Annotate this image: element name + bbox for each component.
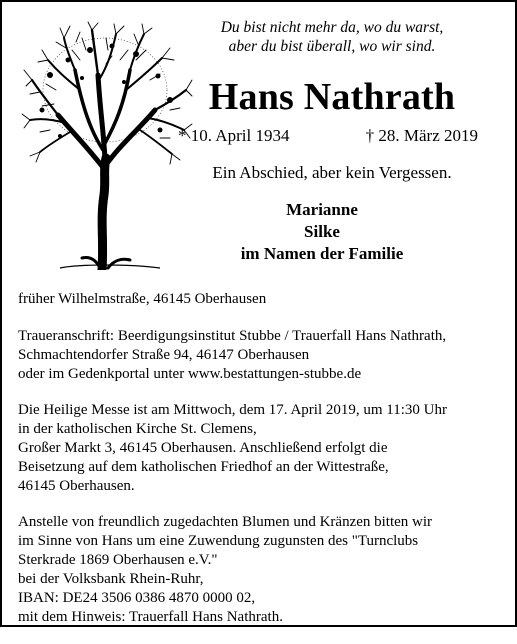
text-line: im Sinne von Hans um eine Zuwendung zugunsten des "Turnclubs [18,533,419,549]
text-line: Die Heilige Messe ist am Mittwoch, dem 17. April 2019, um 11:30 Uhr [18,402,447,418]
condolence-address [18,327,508,384]
deceased-name: Hans Nathrath [208,76,456,118]
motto-quote [192,18,472,56]
motto-line: Du bist nicht mehr da, wo du warst, [220,19,444,36]
life-dates [178,125,478,147]
text-line: oder im Gedenkportal unter www.bestattungen-stubbe.de [18,366,362,382]
text-line: früher Wilhelmstraße, 46145 Oberhausen [18,291,267,307]
text-line: Traueranschrift: Beerdigungsinstitut Stubbe / Trauerfall Hans Nathrath, [18,328,447,344]
donation-request [18,513,508,627]
tree-icon [20,20,195,270]
text-line: bei der Volksbank Rhein-Ruhr, [18,571,204,587]
mourner-name: Marianne [286,200,358,219]
motto-line: aber du bist überall, wo wir sind. [228,38,436,55]
text-line: Beisetzung auf dem katholischen Friedhof an der Wittestraße, [18,459,389,475]
text-line: Anstelle von freundlich zugedachten Blumen und Kränzen bitten wir [18,514,433,530]
former-address [18,290,508,309]
mourner-name: Silke [304,222,340,241]
text-line: IBAN: DE24 3506 0386 4870 0000 02, [18,590,256,606]
farewell-line: Ein Abschied, aber kein Vergessen. [212,163,452,182]
death-date: † 28. März 2019 [365,126,478,145]
text-line: 46145 Oberhausen. [18,478,135,494]
text-line: Schmachtendorfer Straße 94, 46147 Oberhausen [18,347,310,363]
mourners-block [187,199,457,265]
text-line: mit dem Hinweis: Trauerfall Hans Nathrath. [18,609,283,625]
family-line: im Namen der Familie [240,244,404,263]
text-line: Großer Markt 3, 46145 Oberhausen. Anschließend erfolgt die [18,440,388,456]
text-line: Sterkrade 1869 Oberhausen e.V." [18,552,218,568]
mass-details [18,401,508,496]
birth-date: * 10. April 1934 [178,126,290,145]
text-line: in der katholischen Kirche St. Clemens, [18,421,257,437]
notice-body [18,290,508,644]
